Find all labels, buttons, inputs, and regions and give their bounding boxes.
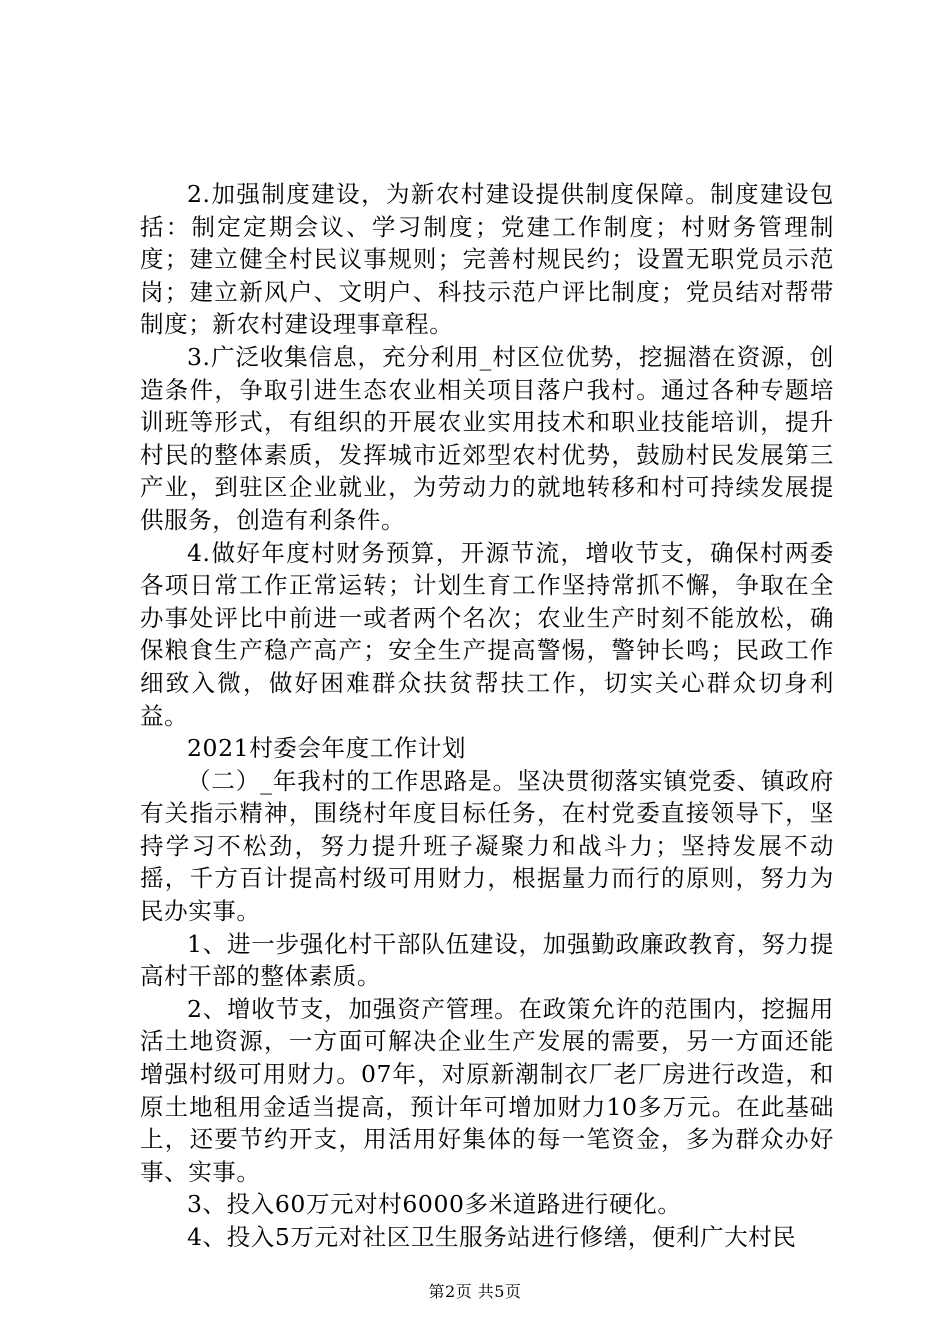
paragraph-road-hardening: 3、投入60万元对村6000多米道路进行硬化。 bbox=[187, 1190, 682, 1219]
paragraph-system-building: 2.加强制度建设，为新农村建设提供制度保障。制度建设包括：制定定期会议、学习制度；党建工作制度；村财务管理制度；建立健全村民议事规则；完善村规民约；设置无职党员示范岗；建立新风户、文明户、科技示范户评比制度；党员结对帮带制度；新农村建设理事章程。 bbox=[140, 180, 834, 339]
section-heading: 2021村委会年度工作计划 bbox=[187, 734, 467, 763]
paragraph-asset-management: 2、增收节支，加强资产管理。在政策允许的范围内，挖掘用活土地资源，一方面可解决企业生产发展的需要，另一方面还能增强村级可用财力。07年，对原新潮制衣厂老厂房进行改造，和原土地租用金适当提高，预计年可增加财力10多万元。在此基础上，还要节约开支，用活用好集体的每一笔资金，多为群众办好事、实事。 bbox=[140, 994, 834, 1186]
paragraph-health-station: 4、投入5万元对社区卫生服务站进行修缮，便利广大村民 bbox=[187, 1223, 797, 1251]
page-number-footer: 第2页 共5页 bbox=[428, 1282, 522, 1301]
paragraph-cadre-building: 1、进一步强化村干部队伍建设，加强勤政廉政教育，努力提高村干部的整体素质。 bbox=[140, 929, 834, 991]
paragraph-information-collection: 3.广泛收集信息，充分利用_村区位优势，挖掘潜在资源，创造条件，争取引进生态农业相关项目落户我村。通过各种专题培训班等形式，有组织的开展农业实用技术和职业技能培训，提升村民的整体素质，发挥城市近郊型农村优势，鼓励村民发展第三产业，到驻区企业就业，为劳动力的就地转移和村可持续发展提供服务，创造有利条件。 bbox=[140, 342, 834, 534]
document-body bbox=[140, 178, 834, 1254]
paragraph-financial-budget: 4.做好年度村财务预算，开源节流，增收节支，确保村两委各项日常工作正常运转；计划生育工作坚持常抓不懈，争取在全办事处评比中前进一或者两个名次；农业生产时刻不能放松，确保粮食生产稳产高产；安全生产提高警惕，警钟长鸣；民政工作细致入微，做好困难群众扶贫帮扶工作，切实关心群众切身利益。 bbox=[140, 538, 834, 730]
paragraph-work-ideas: （二）_年我村的工作思路是。坚决贯彻落实镇党委、镇政府有关指示精神，围绕村年度目标任务，在村党委直接领导下，坚持学习不松劲，努力提升班子凝聚力和战斗力；坚持发展不动摇，千方百计提高村级可用财力，根据量力而行的原则，努力为民办实事。 bbox=[140, 766, 834, 926]
